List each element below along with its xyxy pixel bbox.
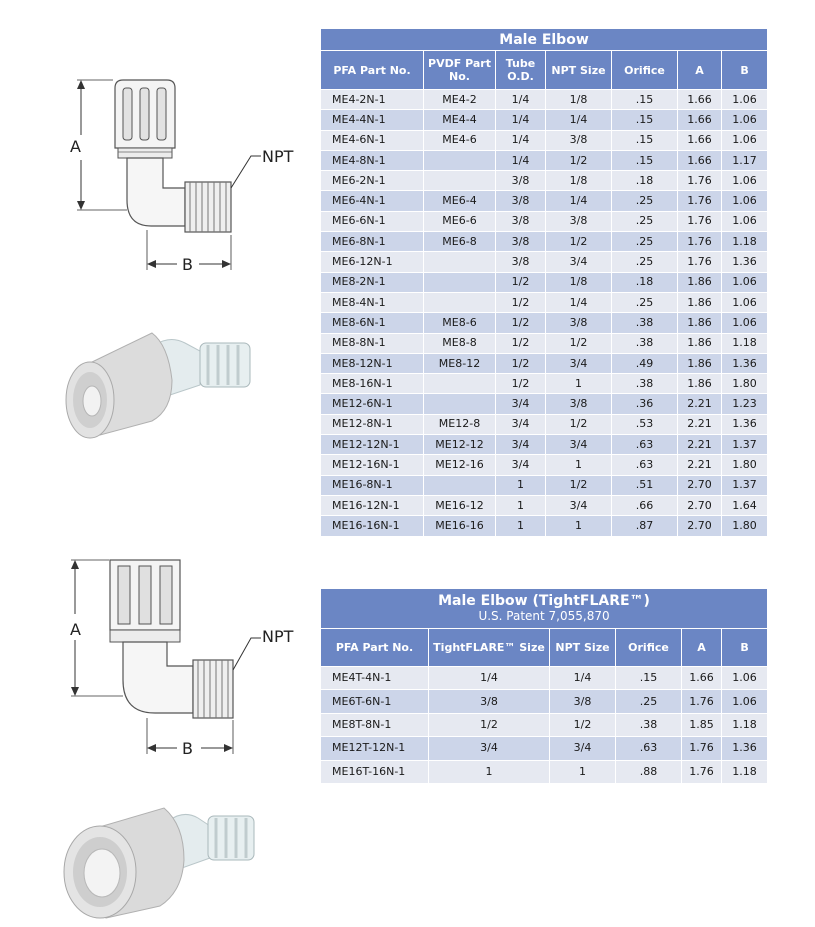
table-cell: 1.86 xyxy=(678,273,722,293)
table-cell: 1.36 xyxy=(722,252,767,272)
table-cell: 1 xyxy=(429,761,550,784)
table-row xyxy=(321,131,767,151)
drawing2-npt-label: NPT xyxy=(262,627,294,646)
table-cell: ME12-6N-1 xyxy=(321,394,424,414)
table-cell: 1 xyxy=(546,374,612,394)
table-cell: ME4T-4N-1 xyxy=(321,667,429,690)
table-cell: 1.86 xyxy=(678,334,722,354)
table-cell: 2.70 xyxy=(678,476,722,496)
table-cell: 1.85 xyxy=(682,714,722,737)
table-cell: 1.86 xyxy=(678,354,722,374)
table-cell: 3/8 xyxy=(496,232,546,252)
table-cell: ME16-12N-1 xyxy=(321,496,424,516)
table-cell: .15 xyxy=(612,110,678,130)
table-cell: 3/8 xyxy=(550,690,616,713)
table-cell: ME6-8 xyxy=(424,232,496,252)
column-header: Orifice xyxy=(616,629,682,667)
table-cell: 1.36 xyxy=(722,415,767,435)
table-cell: ME8-6N-1 xyxy=(321,313,424,333)
table-cell: ME8T-8N-1 xyxy=(321,714,429,737)
table-cell: 1/8 xyxy=(546,171,612,191)
table-cell: ME12-16N-1 xyxy=(321,455,424,475)
table-cell: ME8-6 xyxy=(424,313,496,333)
table-cell: 1/2 xyxy=(546,415,612,435)
table-cell: 1.18 xyxy=(722,714,767,737)
table-row xyxy=(321,252,767,272)
table-cell: 1/4 xyxy=(546,293,612,313)
table-cell: 1/2 xyxy=(496,374,546,394)
table-cell: 1/2 xyxy=(550,714,616,737)
table-cell xyxy=(424,151,496,171)
table-row xyxy=(321,151,767,171)
table-cell: .15 xyxy=(612,131,678,151)
table-cell: .15 xyxy=(612,90,678,110)
table-cell: ME8-8 xyxy=(424,334,496,354)
table-cell: ME12-16 xyxy=(424,455,496,475)
table-row xyxy=(321,476,767,496)
table-cell: 3/4 xyxy=(429,737,550,760)
table-cell: .38 xyxy=(612,313,678,333)
table-cell: 1.64 xyxy=(722,496,767,516)
table-cell: .25 xyxy=(612,252,678,272)
table-cell xyxy=(424,252,496,272)
table-cell: 1.06 xyxy=(722,191,767,211)
table-cell xyxy=(424,394,496,414)
table-row xyxy=(321,212,767,232)
table-cell: 3/8 xyxy=(546,313,612,333)
table-cell: 3/8 xyxy=(496,171,546,191)
table-cell: 1/2 xyxy=(496,273,546,293)
table-cell: 3/8 xyxy=(546,131,612,151)
table-cell: 3/8 xyxy=(546,394,612,414)
column-header: NPT Size xyxy=(550,629,616,667)
tightflare-elbow-photo xyxy=(60,800,260,920)
table-cell: 1.23 xyxy=(722,394,767,414)
table-cell: 1/4 xyxy=(496,90,546,110)
table-cell: .25 xyxy=(612,232,678,252)
table-cell: 1.06 xyxy=(722,667,767,690)
table-cell: ME8-12N-1 xyxy=(321,354,424,374)
table-cell: 1/2 xyxy=(546,151,612,171)
table-cell: .25 xyxy=(612,191,678,211)
table-row xyxy=(321,354,767,374)
male-elbow-photo xyxy=(60,325,260,445)
table-cell: ME16-16 xyxy=(424,516,496,536)
table-cell: 1/2 xyxy=(546,232,612,252)
table-cell: .66 xyxy=(612,496,678,516)
table-row xyxy=(321,334,767,354)
table-title: Male Elbow xyxy=(321,29,767,51)
table-cell: .51 xyxy=(612,476,678,496)
table-cell: 1.86 xyxy=(678,374,722,394)
table-cell: 1.66 xyxy=(682,667,722,690)
table-cell: ME4-6 xyxy=(424,131,496,151)
table-cell: 1/2 xyxy=(496,293,546,313)
table-cell: 1/4 xyxy=(496,110,546,130)
table-cell: 1 xyxy=(546,455,612,475)
table-row xyxy=(321,667,767,690)
male-elbow-table xyxy=(321,29,767,537)
table-cell: 3/4 xyxy=(546,252,612,272)
table-cell: 1 xyxy=(496,476,546,496)
table-cell: 3/4 xyxy=(550,737,616,760)
table-cell: 1.76 xyxy=(678,232,722,252)
table-cell: 1.37 xyxy=(722,476,767,496)
table-row xyxy=(321,516,767,536)
table-cell: 2.21 xyxy=(678,394,722,414)
table-cell: .63 xyxy=(612,435,678,455)
table-cell: .38 xyxy=(616,714,682,737)
table-cell: 1.37 xyxy=(722,435,767,455)
table-cell: .38 xyxy=(612,334,678,354)
table-cell: ME8-16N-1 xyxy=(321,374,424,394)
table-cell: 1.66 xyxy=(678,151,722,171)
table-cell: 1 xyxy=(546,516,612,536)
table-row xyxy=(321,455,767,475)
tightflare-elbow-table xyxy=(321,589,767,784)
table-cell: ME8-12 xyxy=(424,354,496,374)
table-cell: 1.06 xyxy=(722,313,767,333)
table-row xyxy=(321,737,767,760)
column-header: B xyxy=(722,51,767,90)
table-cell: .15 xyxy=(612,151,678,171)
table-cell: 2.70 xyxy=(678,516,722,536)
table-cell: .25 xyxy=(612,293,678,313)
table-cell: 1.06 xyxy=(722,690,767,713)
table-cell: 2.21 xyxy=(678,435,722,455)
column-header: B xyxy=(722,629,767,667)
table-row xyxy=(321,374,767,394)
table-cell: 1/2 xyxy=(429,714,550,737)
table-cell: 1.18 xyxy=(722,334,767,354)
table-cell: 1.06 xyxy=(722,273,767,293)
table-cell: 1.76 xyxy=(678,191,722,211)
table-cell: 3/8 xyxy=(429,690,550,713)
column-header: A xyxy=(682,629,722,667)
table-cell: ME6-2N-1 xyxy=(321,171,424,191)
table-cell: ME16-12 xyxy=(424,496,496,516)
table-cell: 1.06 xyxy=(722,212,767,232)
table-title: Male Elbow (TightFLARE™) xyxy=(438,592,650,609)
table-cell: 1.06 xyxy=(722,131,767,151)
table-cell: ME12T-12N-1 xyxy=(321,737,429,760)
table-cell: ME4-8N-1 xyxy=(321,151,424,171)
column-header: PFA Part No. xyxy=(321,629,429,667)
table-cell: .63 xyxy=(616,737,682,760)
table-cell: 2.21 xyxy=(678,455,722,475)
table-row xyxy=(321,232,767,252)
table-cell: ME12-12N-1 xyxy=(321,435,424,455)
table-cell: .63 xyxy=(612,455,678,475)
table-cell: ME16T-16N-1 xyxy=(321,761,429,784)
table-cell: ME6-4N-1 xyxy=(321,191,424,211)
table-cell: 1/2 xyxy=(546,334,612,354)
table-title-cell xyxy=(321,589,767,629)
table-cell: 1/2 xyxy=(496,334,546,354)
table-cell: .15 xyxy=(616,667,682,690)
table-cell: 1.06 xyxy=(722,293,767,313)
drawing2-dim-b-label: B xyxy=(182,739,193,758)
table-cell: 1/8 xyxy=(546,90,612,110)
table-row xyxy=(321,273,767,293)
table-cell: .36 xyxy=(612,394,678,414)
table-cell: ME4-6N-1 xyxy=(321,131,424,151)
table-cell: 1 xyxy=(496,496,546,516)
table-cell: .87 xyxy=(612,516,678,536)
table-cell: 1.06 xyxy=(722,110,767,130)
table-cell: 3/8 xyxy=(496,191,546,211)
drawing1-npt-label: NPT xyxy=(262,147,294,166)
table-cell: 1.36 xyxy=(722,354,767,374)
table-cell: 1/2 xyxy=(546,476,612,496)
table-cell: 1.86 xyxy=(678,293,722,313)
column-header: PFA Part No. xyxy=(321,51,424,90)
table-cell: 1.76 xyxy=(682,737,722,760)
table-row xyxy=(321,171,767,191)
table-cell: 1.80 xyxy=(722,374,767,394)
table-row xyxy=(321,293,767,313)
table-cell: 3/4 xyxy=(546,354,612,374)
table-cell: ME6-12N-1 xyxy=(321,252,424,272)
table-cell: 3/4 xyxy=(546,496,612,516)
table-cell: ME8-4N-1 xyxy=(321,293,424,313)
column-header: PVDF Part No. xyxy=(424,51,496,90)
table-cell: ME12-8 xyxy=(424,415,496,435)
drawing1-dim-b-label: B xyxy=(182,255,193,274)
table-cell: .25 xyxy=(616,690,682,713)
table-cell: 1/2 xyxy=(496,313,546,333)
table-cell: 1.76 xyxy=(678,252,722,272)
table-cell: ME12-12 xyxy=(424,435,496,455)
table-row xyxy=(321,714,767,737)
table-cell: 1/8 xyxy=(546,273,612,293)
table-cell: 1.76 xyxy=(682,761,722,784)
table-cell: 3/8 xyxy=(546,212,612,232)
table-cell: ME16-8N-1 xyxy=(321,476,424,496)
table-cell: .53 xyxy=(612,415,678,435)
table-cell: .18 xyxy=(612,273,678,293)
tightflare-elbow-dimension-drawing xyxy=(55,548,305,763)
table-row xyxy=(321,110,767,130)
column-header: A xyxy=(678,51,722,90)
table-cell: .88 xyxy=(616,761,682,784)
table-cell: 1.36 xyxy=(722,737,767,760)
table-cell: 1.80 xyxy=(722,516,767,536)
table-cell: 2.21 xyxy=(678,415,722,435)
table-cell xyxy=(424,293,496,313)
table-cell xyxy=(424,171,496,191)
table-cell: 3/8 xyxy=(496,252,546,272)
table-cell: 1.06 xyxy=(722,90,767,110)
table-cell: 1.76 xyxy=(678,212,722,232)
table-cell: ME4-2 xyxy=(424,90,496,110)
table-cell: 1.66 xyxy=(678,90,722,110)
table-cell: 1.17 xyxy=(722,151,767,171)
table-cell: ME4-2N-1 xyxy=(321,90,424,110)
table-cell: 2.70 xyxy=(678,496,722,516)
table-cell: ME16-16N-1 xyxy=(321,516,424,536)
table-cell: 3/8 xyxy=(496,212,546,232)
table-cell: 1/4 xyxy=(550,667,616,690)
table-cell: 1.66 xyxy=(678,131,722,151)
table-row xyxy=(321,191,767,211)
table-cell: 1/2 xyxy=(496,354,546,374)
table-cell: 1.80 xyxy=(722,455,767,475)
table-cell: 3/4 xyxy=(496,394,546,414)
table-cell: 3/4 xyxy=(496,415,546,435)
table-cell: 3/4 xyxy=(496,435,546,455)
table-row xyxy=(321,394,767,414)
table-cell: ME6-4 xyxy=(424,191,496,211)
table-cell xyxy=(424,374,496,394)
column-header: NPT Size xyxy=(546,51,612,90)
table-row xyxy=(321,496,767,516)
table-cell: ME12-8N-1 xyxy=(321,415,424,435)
table-row xyxy=(321,313,767,333)
table-cell: ME6-8N-1 xyxy=(321,232,424,252)
column-header: Orifice xyxy=(612,51,678,90)
table-cell: 1.86 xyxy=(678,313,722,333)
table-cell: 1.06 xyxy=(722,171,767,191)
table-cell: 1.66 xyxy=(678,110,722,130)
table-row xyxy=(321,690,767,713)
patent-subtitle: U.S. Patent 7,055,870 xyxy=(478,608,610,623)
table-cell: ME8-8N-1 xyxy=(321,334,424,354)
table-cell: 1/4 xyxy=(546,191,612,211)
table-cell: ME4-4 xyxy=(424,110,496,130)
table-cell: ME4-4N-1 xyxy=(321,110,424,130)
column-header: Tube O.D. xyxy=(496,51,546,90)
table-row xyxy=(321,90,767,110)
table-cell: .38 xyxy=(612,374,678,394)
table-cell: 1/4 xyxy=(546,110,612,130)
table-cell: 1 xyxy=(550,761,616,784)
table-cell: 1.18 xyxy=(722,232,767,252)
drawing2-dim-a-label: A xyxy=(70,620,81,639)
table-cell: ME6-6 xyxy=(424,212,496,232)
table-cell xyxy=(424,476,496,496)
table-row xyxy=(321,435,767,455)
drawing1-dim-a-label: A xyxy=(70,137,81,156)
male-elbow-dimension-drawing xyxy=(55,70,305,280)
table-cell: .25 xyxy=(612,212,678,232)
table-row xyxy=(321,761,767,784)
table-cell: 1.76 xyxy=(678,171,722,191)
table-row xyxy=(321,415,767,435)
table-cell: 1/4 xyxy=(496,131,546,151)
table-cell: ME6-6N-1 xyxy=(321,212,424,232)
table-cell xyxy=(424,273,496,293)
table-cell: 1.76 xyxy=(682,690,722,713)
table-cell: 3/4 xyxy=(546,435,612,455)
table-cell: ME6T-6N-1 xyxy=(321,690,429,713)
table-cell: 1.18 xyxy=(722,761,767,784)
table-cell: 1/4 xyxy=(496,151,546,171)
table-cell: .18 xyxy=(612,171,678,191)
column-header: TightFLARE™ Size xyxy=(429,629,550,667)
table-cell: 3/4 xyxy=(496,455,546,475)
table-cell: ME8-2N-1 xyxy=(321,273,424,293)
table-cell: .49 xyxy=(612,354,678,374)
table-cell: 1/4 xyxy=(429,667,550,690)
table-cell: 1 xyxy=(496,516,546,536)
